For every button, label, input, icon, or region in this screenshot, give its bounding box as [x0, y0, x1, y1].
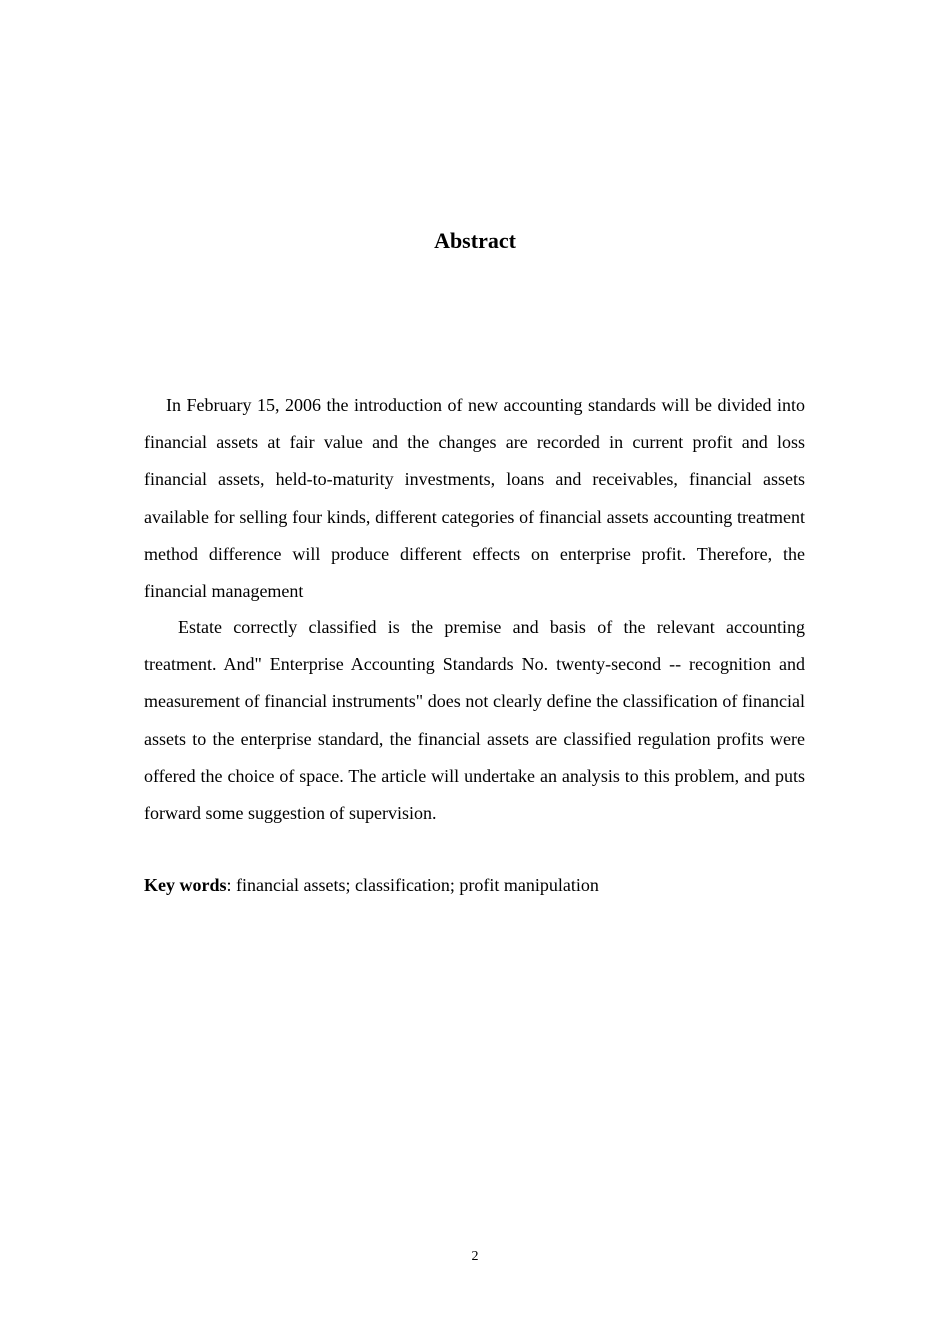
keywords-label: Key words	[144, 875, 227, 895]
page-number: 2	[471, 1249, 479, 1264]
abstract-paragraph-2: Estate correctly classified is the premise and basis of the relevant accounting treatment. And" Enterprise Accounting Standards No. twenty-second -- recognition and measurement of financial instruments" does not clearly define the classification of financial assets to the enterprise standard, the financial assets are classified regulation profits were offered the choice of space. The article will undertake an analysis to this problem, and puts forward some suggestion of supervision.	[144, 617, 805, 824]
abstract-title: Abstract	[434, 228, 516, 253]
keywords-text: : financial assets; classification; profit manipulation	[226, 875, 599, 895]
abstract-paragraph-1: In February 15, 2006 the introduction of new accounting standards will be divided into financial assets at fair value and the changes are recorded in current profit and loss financial assets, held-to-maturity investments, loans and receivables, financial assets available for selling four kinds, different categories of financial assets accounting treatment method difference will produce different effects on enterprise profit. Therefore, the financial management	[144, 395, 805, 602]
keywords-line	[144, 872, 805, 898]
